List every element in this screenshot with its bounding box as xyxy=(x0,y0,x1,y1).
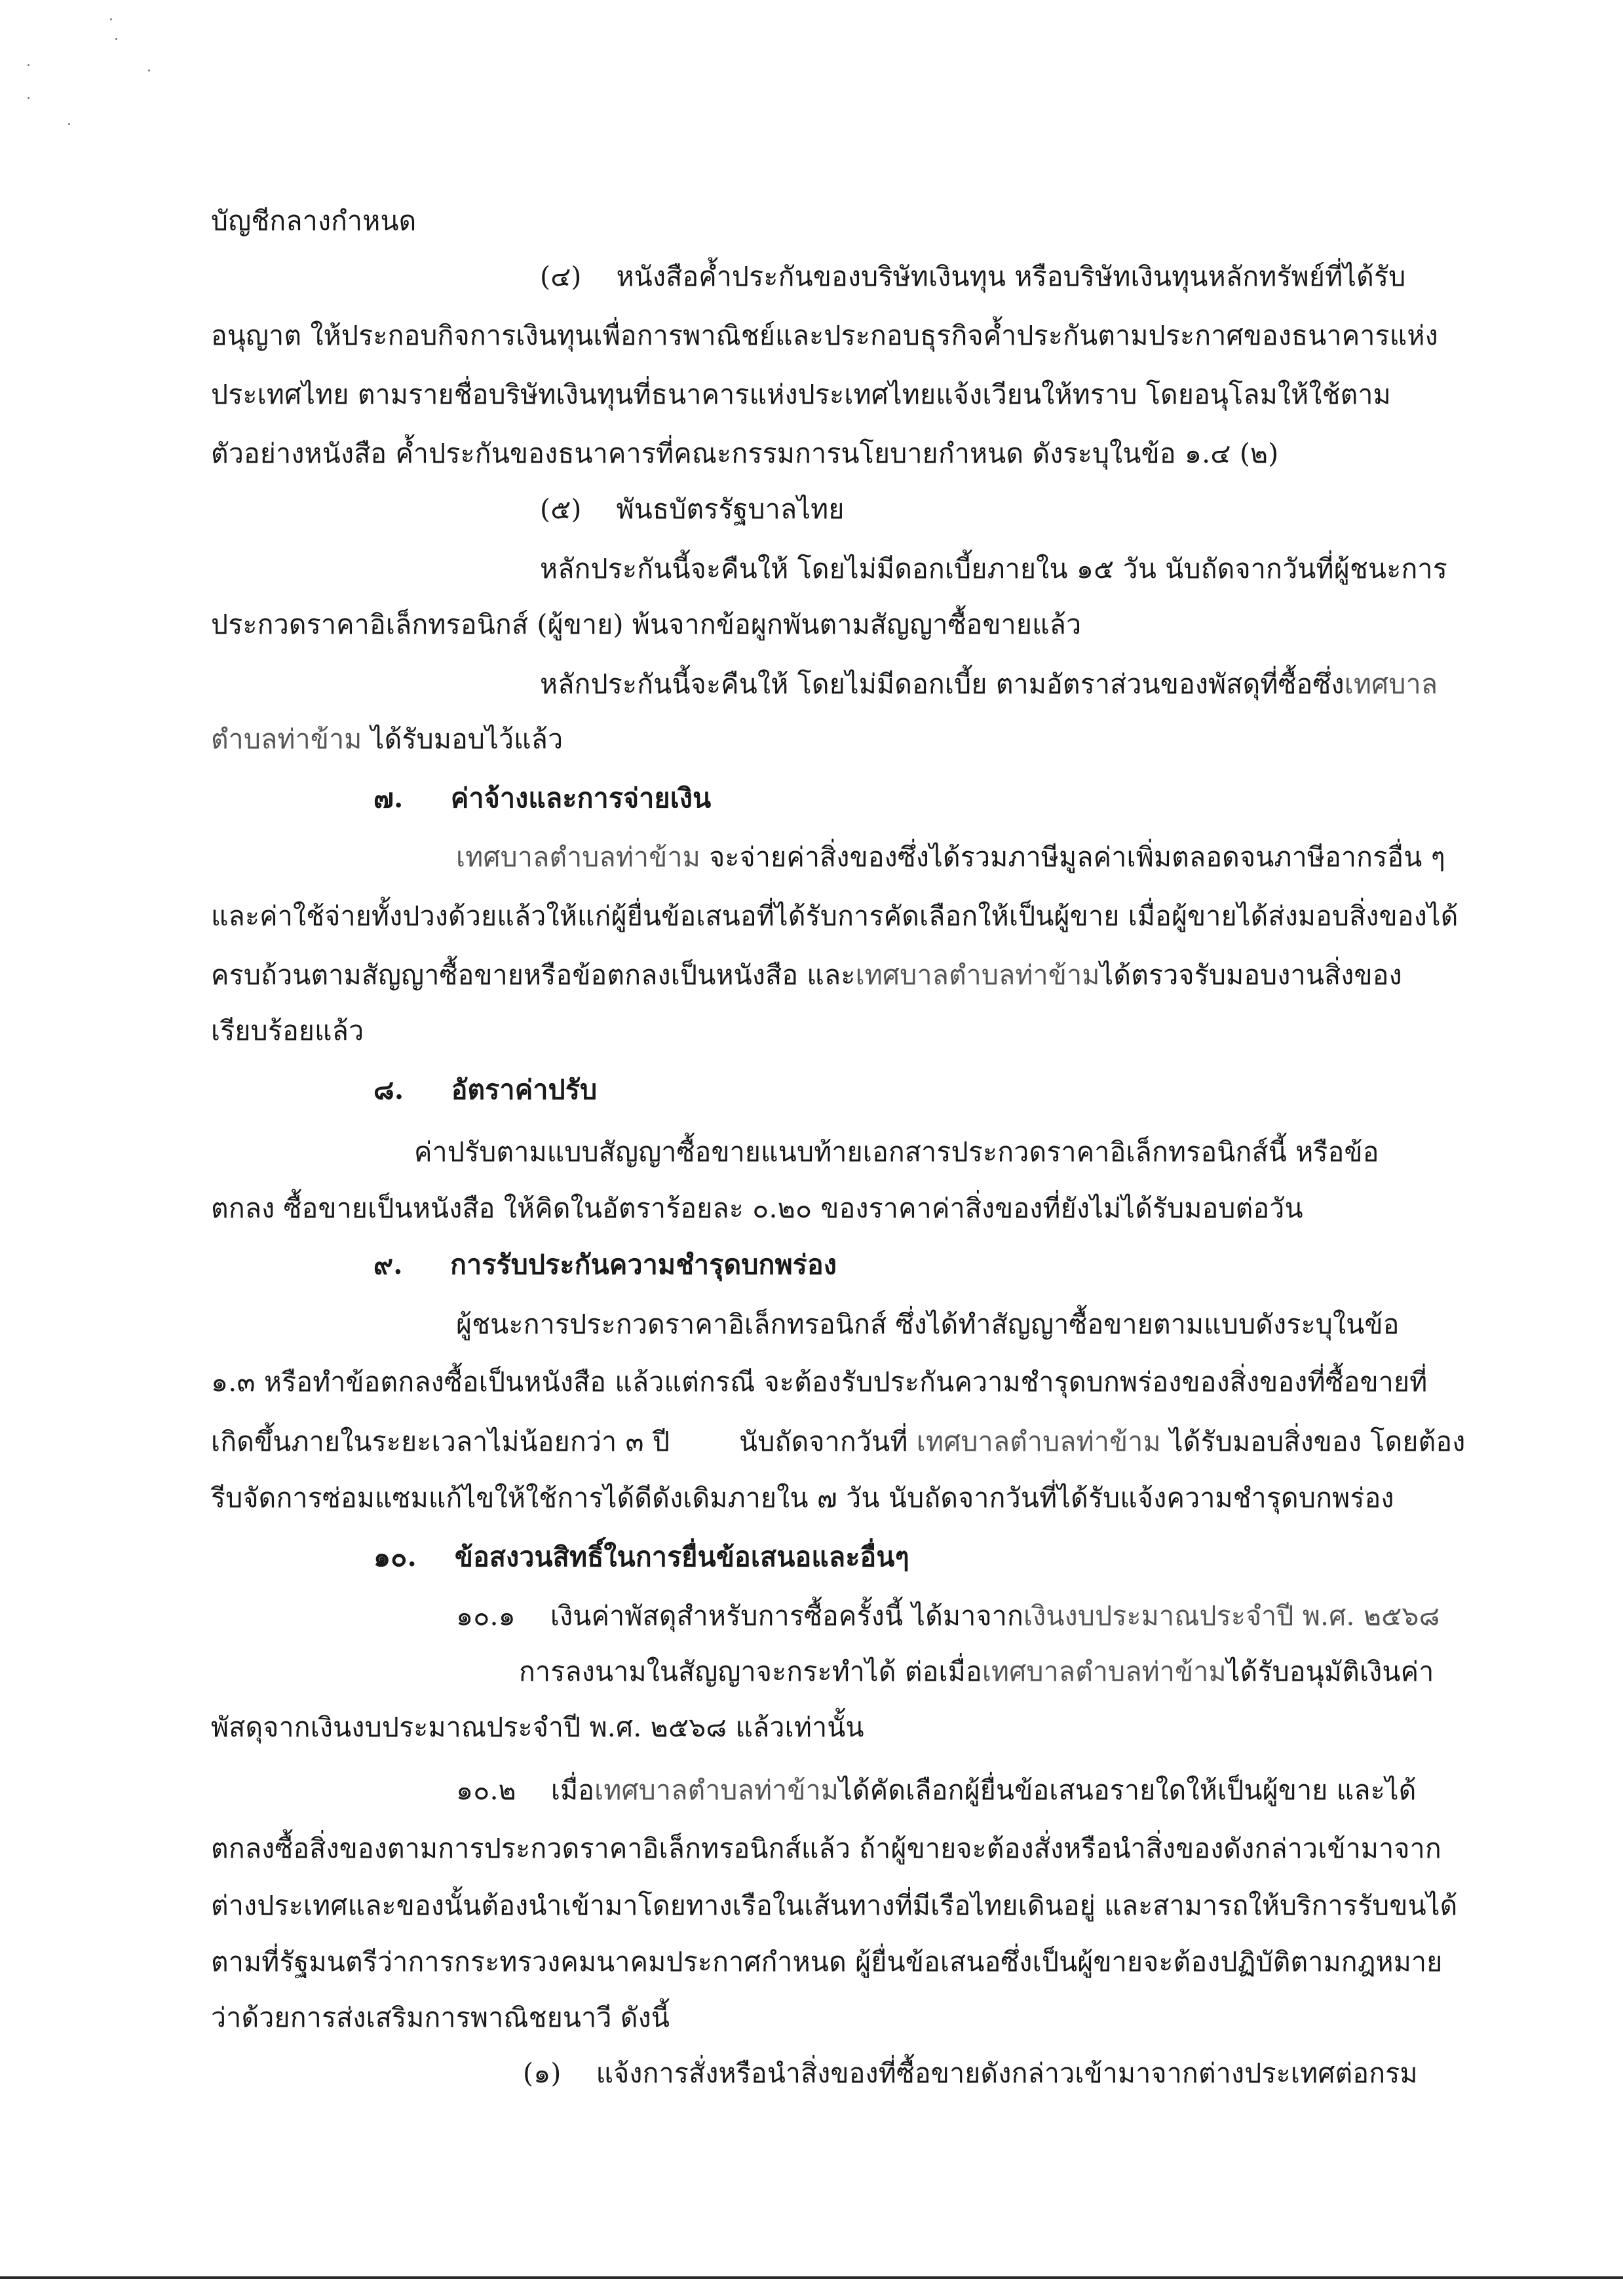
item-4-text: หนังสือค้ำประกันของบริษัทเงินทุน หรือบริษัทเงินทุนหลักทรัพย์ที่ได้รับ xyxy=(616,261,1406,292)
section-8-heading xyxy=(373,1071,597,1108)
continuation-line: บัญชีกลางกำหนด xyxy=(211,205,417,237)
clause-10-2-line-1 xyxy=(456,1772,1417,1808)
section-9-text: ได้รับมอบสิ่งของ โดยต้อง xyxy=(1169,1426,1466,1457)
item-4-line-1 xyxy=(540,258,1405,295)
clause-10-2-text: เมื่อ xyxy=(550,1774,595,1806)
section-7-heading xyxy=(373,780,711,816)
item-5-line xyxy=(540,491,845,527)
item-4-number: (๔) xyxy=(540,261,582,292)
clause-10-1-number: ๑๐.๑ xyxy=(456,1600,516,1632)
section-9-text: นับถัดจากวันที่ xyxy=(739,1426,908,1457)
clause-10-2-number: ๑๐.๒ xyxy=(456,1774,516,1806)
section-9-line-4: รีบจัดการซ่อมแซมแก้ไขให้ใช้การได้ดีดังเดิมภายใน ๗ วัน นับถัดจากวันที่ได้รับแจ้งความชำรุดบกพร่อง xyxy=(211,1482,1394,1514)
clause-10-1-text: ได้รับอนุมัติเงินค่า xyxy=(1226,1656,1434,1687)
section-8-line-2: ตกลง ซื้อขายเป็นหนังสือ ให้คิดในอัตราร้อยละ ๐.๒๐ ของราคาค่าสิ่งของที่ยังไม่ได้รับมอบต่อวัน xyxy=(211,1193,1303,1224)
return-clause-2-text: หลักประกันนี้จะคืนให้ โดยไม่มีดอกเบี้ย ตามอัตราส่วนของพัสดุที่ซื้อซึ่ง xyxy=(540,668,1345,700)
section-10-number: ๑๐. xyxy=(373,1541,417,1573)
section-7-title: ค่าจ้างและการจ่ายเงิน xyxy=(450,782,712,814)
section-7-text: ได้ตรวจรับมอบงานสิ่งของ xyxy=(1099,959,1402,991)
item-5-text: พันธบัตรรัฐบาลไทย xyxy=(616,493,845,525)
scan-bottom-edge xyxy=(0,2276,1623,2279)
clause-10-2-line-3: ต่างประเทศและของนั้นต้องนำเข้ามาโดยทางเรือในเส้นทางที่มีเรือไทยเดินอยู่ และสามารถให้บริการรับขนได้ xyxy=(211,1890,1458,1921)
item-5-number: (๕) xyxy=(540,493,582,525)
section-9-number: ๙. xyxy=(373,1249,403,1280)
section-7-text: ครบถ้วนตามสัญญาซื้อขายหรือข้อตกลงเป็นหนังสือ และ xyxy=(211,959,856,991)
clause-10-1-text: การลงนามในสัญญาจะกระทำได้ ต่อเมื่อ xyxy=(519,1656,982,1687)
municipality-name: ตำบลท่าข้าม xyxy=(211,723,362,755)
section-9-line-2: ๑.๓ หรือทำข้อตกลงซื้อเป็นหนังสือ แล้วแต่กรณี จะต้องรับประกันความชำรุดบกพร่องของสิ่งของที่ซื้อขายที่ xyxy=(211,1366,1428,1398)
scan-speck xyxy=(148,69,150,71)
section-8-line-1: ค่าปรับตามแบบสัญญาซื้อขายแนบท้ายเอกสารประกวดราคาอิเล็กทรอนิกส์นี้ หรือข้อ xyxy=(414,1136,1379,1168)
scan-speck xyxy=(28,64,29,66)
municipality-name: เทศบาล xyxy=(1344,668,1438,700)
sub-item-1-number: (๑) xyxy=(523,2057,562,2089)
scan-speck xyxy=(68,123,70,125)
scan-speck xyxy=(110,18,112,20)
clause-10-1-line-2 xyxy=(519,1653,1434,1690)
municipality-name: เทศบาลตำบลท่าข้าม xyxy=(594,1774,839,1806)
municipality-name: เทศบาลตำบลท่าข้าม xyxy=(855,959,1100,991)
clause-10-2-text: ได้คัดเลือกผู้ยื่นข้อเสนอรายใดให้เป็นผู้ขาย และได้ xyxy=(839,1774,1417,1806)
clause-10-2-line-5: ว่าด้วยการส่งเสริมการพาณิชยนาวี ดังนี้ xyxy=(211,2002,670,2033)
section-10-title: ข้อสงวนสิทธิ์ในการยื่นข้อเสนอและอื่นๆ xyxy=(454,1541,909,1573)
sub-item-1-text: แจ้งการสั่งหรือนำสิ่งของที่ซื้อขายดังกล่าวเข้ามาจากต่างประเทศต่อกรม xyxy=(596,2057,1418,2089)
municipality-name: เทศบาลตำบลท่าข้าม xyxy=(982,1656,1227,1687)
clause-10-1-line-3: พัสดุจากเงินงบประมาณประจำปี พ.ศ. ๒๕๖๘ แล้วเท่านั้น xyxy=(211,1712,864,1743)
section-9-line-1: ผู้ชนะการประกวดราคาอิเล็กทรอนิกส์ ซึ่งได้ทำสัญญาซื้อขายตามแบบดังระบุในข้อ xyxy=(456,1309,1400,1340)
clause-10-1-text: เงินค่าพัสดุสำหรับการซื้อครั้งนี้ ได้มาจาก xyxy=(550,1600,1023,1632)
return-clause-2-text: ได้รับมอบไว้แล้ว xyxy=(362,723,563,755)
section-9-text: เกิดขึ้นภายในระยะเวลาไม่น้อยกว่า ๓ ปี xyxy=(211,1426,670,1457)
section-7-line-3 xyxy=(211,957,1402,993)
section-7-number: ๗. xyxy=(373,782,404,814)
section-9-title: การรับประกันความชำรุดบกพร่อง xyxy=(450,1249,837,1280)
section-8-number: ๘. xyxy=(373,1074,404,1105)
scan-speck xyxy=(115,38,117,40)
section-9-line-3 xyxy=(211,1423,1465,1460)
clause-10-1-line-1 xyxy=(456,1598,1440,1634)
section-7-line-4: เรียบร้อยแล้ว xyxy=(211,1015,364,1046)
section-8-title: อัตราค่าปรับ xyxy=(451,1074,598,1105)
section-7-line-1 xyxy=(456,839,1445,875)
sub-item-1-line xyxy=(523,2055,1418,2092)
item-4-line-2: อนุญาต ให้ประกอบกิจการเงินทุนเพื่อการพาณิชย์และประกอบธุรกิจค้ำประกันตามประกาศของธนาคารแห่ง xyxy=(211,320,1438,351)
municipality-name: เทศบาลตำบลท่าข้าม xyxy=(456,841,700,873)
return-clause-1-line-1: หลักประกันนี้จะคืนให้ โดยไม่มีดอกเบี้ยภายใน ๑๕ วัน นับถัดจากวันที่ผู้ชนะการ xyxy=(540,553,1447,584)
budget-year: เงินงบประมาณประจำปี พ.ศ. ๒๕๖๘ xyxy=(1023,1600,1440,1632)
section-7-text: จะจ่ายค่าสิ่งของซึ่งได้รวมภาษีมูลค่าเพิ่มตลอดจนภาษีอากรอื่น ๆ xyxy=(700,841,1445,873)
item-4-line-3: ประเทศไทย ตามรายชื่อบริษัทเงินทุนที่ธนาคารแห่งประเทศไทยแจ้งเวียนให้ทราบ โดยอนุโลมให้ใช้ตาม xyxy=(211,379,1391,410)
section-7-line-2: และค่าใช้จ่ายทั้งปวงด้วยแล้วให้แก่ผู้ยื่นข้อเสนอที่ได้รับการคัดเลือกให้เป็นผู้ขาย เมื่อผู้ขายได้ส่งมอบสิ่งของได้ xyxy=(211,900,1459,932)
item-4-line-4: ตัวอย่างหนังสือ ค้ำประกันของธนาคารที่คณะกรรมการนโยบายกำหนด ดังระบุในข้อ ๑.๔ (๒) xyxy=(211,438,1279,469)
scan-speck xyxy=(28,97,29,99)
section-10-heading xyxy=(373,1539,909,1575)
municipality-name: เทศบาลตำบลท่าข้าม xyxy=(916,1426,1161,1457)
clause-10-2-line-2: ตกลงซื้อสิ่งของตามการประกวดราคาอิเล็กทรอนิกส์แล้ว ถ้าผู้ขายจะต้องสั่งหรือนำสิ่งของดังกล่าวเข้ามาจาก xyxy=(211,1833,1442,1864)
return-clause-2-line-2 xyxy=(211,721,563,757)
clause-10-2-line-4: ตามที่รัฐมนตรีว่าการกระทรวงคมนาคมประกาศกำหนด ผู้ยื่นข้อเสนอซึ่งเป็นผู้ขายจะต้องปฏิบัติตามกฎหมาย xyxy=(211,1946,1443,1978)
section-9-heading xyxy=(373,1246,837,1283)
return-clause-1-line-2: ประกวดราคาอิเล็กทรอนิกส์ (ผู้ขาย) พ้นจากข้อผูกพันตามสัญญาซื้อขายแล้ว xyxy=(211,609,1082,640)
return-clause-2-line-1 xyxy=(540,666,1438,702)
